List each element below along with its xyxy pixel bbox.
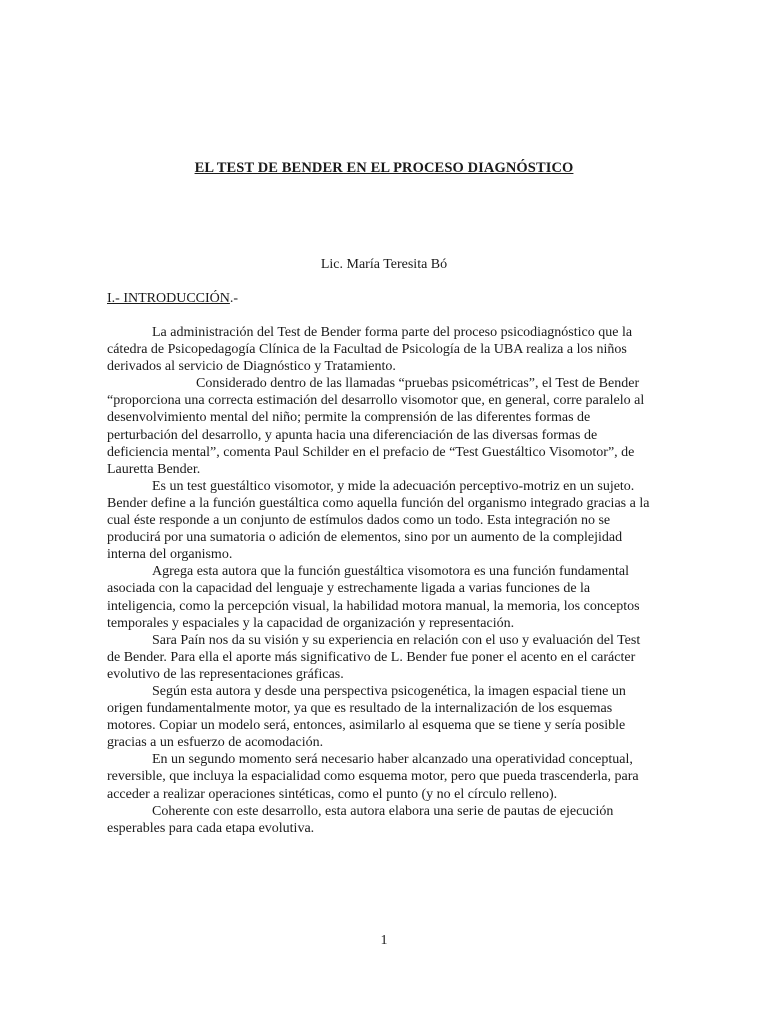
page-number: 1 — [380, 933, 388, 948]
paragraph: En un segundo momento será necesario haber alcanzado una operatividad conceptual, reversible, que incluya la espacialidad como esquema motor, pero que pueda trascenderla, para acceder a realizar operaciones sintéticas, como el punto (y no el círculo relleno). — [107, 752, 639, 802]
paragraph: Agrega esta autora que la función guestáltica visomotora es una función fundamental asociada con la capacidad del lenguaje y estrechamente ligada a varias funciones de la inteligencia, como la percepción visual, la habilidad motora manual, la memoria, los conceptos temporales y espaciales y la capacidad de organización y representación. — [107, 564, 640, 631]
section-heading-suffix: .- — [229, 291, 239, 306]
author-line: Lic. María Teresita Bó — [320, 257, 448, 272]
paragraph: Según esta autora y desde una perspectiva psicogenética, la imagen espacial tiene un origen fundamentalmente motor, ya que es resultado de la internalización de los esquemas motores. Copiar un modelo será, entonces, asimilarlo al esquema que se tiene y sería posible gracias a un esfuerzo de acomodación. — [107, 683, 626, 751]
section-heading-text: I.- INTRODUCCIÓN — [107, 291, 230, 306]
paragraph: Considerado dentro de las llamadas “pruebas psicométricas”, el Test de Bender “proporciona una correcta estimación del desarrollo visomotor que, en general, corre paralelo al desenvolvimiento mental del niño; permite la comprensión de las diferentes formas de perturbación del desarrollo, y apunta hacia una diferenciación de las diversas formas de deficiencia mental”, comenta Paul Schilder en el prefacio de “Test Guestáltico Visomotor”, de Lauretta Bender. — [107, 376, 645, 477]
paragraph: Es un test guestáltico visomotor, y mide la adecuación perceptivo-motriz en un sujeto. Bender define a la función guestáltica como aquella función del organismo integrado gracias a la cual éste responde a un conjunto de estímulos dados como un todo. Esta integración no se producirá por una sumatoria o adición de elementos, sino por un aumento de la complejidad interna del organismo. — [107, 478, 650, 563]
document-title: EL TEST DE BENDER EN EL PROCESO DIAGNÓSTICO — [194, 160, 574, 176]
body-text — [107, 324, 655, 837]
section-heading — [107, 291, 238, 307]
paragraph: Coherente con este desarrollo, esta autora elabora una serie de pautas de ejecución esperables para cada etapa evolutiva. — [107, 803, 614, 836]
paragraph: La administración del Test de Bender forma parte del proceso psicodiagnóstico que la cátedra de Psicopedagogía Clínica de la Facultad de Psicología de la UBA realiza a los niños derivados al servicio de Diagnóstico y Tratamiento. — [107, 325, 633, 375]
paragraph: Sara Paín nos da su visión y su experiencia en relación con el uso y evaluación del Test de Bender. Para ella el aporte más significativo de L. Bender fue poner el acento en el carácter evolutivo de las representaciones gráficas. — [107, 632, 641, 682]
